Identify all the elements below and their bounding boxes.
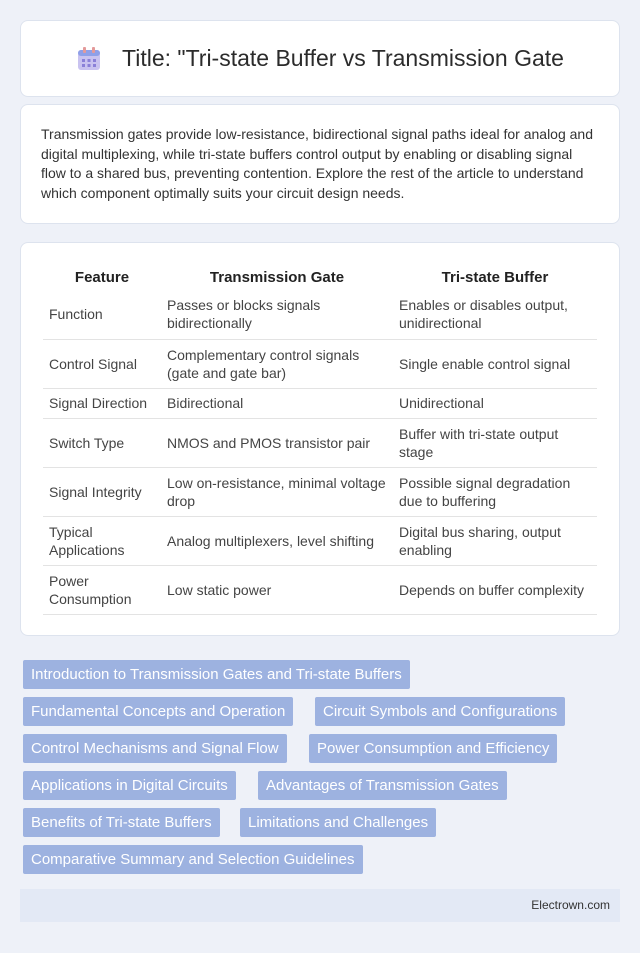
tag-fundamental-concepts[interactable]: Fundamental Concepts and Operation <box>23 697 293 726</box>
tag-comparative-summary[interactable]: Comparative Summary and Selection Guidelines <box>23 845 363 874</box>
table-row <box>43 516 597 565</box>
table-cell: NMOS and PMOS transistor pair <box>161 418 393 467</box>
table-cell: Possible signal degradation due to buffering <box>393 467 597 516</box>
table-cell: Low on-resistance, minimal voltage drop <box>161 467 393 516</box>
table-cell: Function <box>43 290 161 339</box>
table-cell: Switch Type <box>43 418 161 467</box>
table-cell: Enables or disables output, unidirectional <box>393 290 597 339</box>
tag-introduction[interactable]: Introduction to Transmission Gates and Tri-state Buffers <box>23 660 410 689</box>
table-cell: Single enable control signal <box>393 339 597 388</box>
table-row <box>43 290 597 339</box>
table-cell: Depends on buffer complexity <box>393 565 597 614</box>
intro-card <box>20 104 620 224</box>
tag-circuit-symbols[interactable]: Circuit Symbols and Configurations <box>315 697 565 726</box>
table-row <box>43 388 597 418</box>
footer-site-link[interactable]: Electrown.com <box>531 898 610 912</box>
comparison-table-card <box>20 242 620 636</box>
table-cell: Signal Integrity <box>43 467 161 516</box>
table-cell: Buffer with tri-state output stage <box>393 418 597 467</box>
comparison-table <box>43 263 597 615</box>
tag-benefits[interactable]: Benefits of Tri-state Buffers <box>23 808 220 837</box>
table-cell: Control Signal <box>43 339 161 388</box>
tag-power-consumption[interactable]: Power Consumption and Efficiency <box>309 734 557 763</box>
tag-limitations[interactable]: Limitations and Challenges <box>240 808 436 837</box>
table-cell: Analog multiplexers, level shifting <box>161 516 393 565</box>
intro-text: Transmission gates provide low-resistance, bidirectional signal paths ideal for analog and digital multiplexing, while tri-state buffers control output by enabling or disabling signal flow to a shared bus, preventing contention. Explore the rest of the article to understand which component optimally suits your circuit design needs. <box>41 126 594 201</box>
tag-applications[interactable]: Applications in Digital Circuits <box>23 771 236 800</box>
table-cell: Unidirectional <box>393 388 597 418</box>
page-title: Title: "Tri-state Buffer vs Transmission Gate <box>122 45 564 71</box>
calendar-icon <box>76 46 102 72</box>
table-cell: Typical Applications <box>43 516 161 565</box>
table-row <box>43 418 597 467</box>
header-feature: Feature <box>74 269 130 286</box>
table-row <box>43 339 597 388</box>
table-cell: Power Consumption <box>43 565 161 614</box>
header-tri-state-buffer: Tri-state Buffer <box>441 269 549 286</box>
table-cell: Passes or blocks signals bidirectionally <box>161 290 393 339</box>
table-row <box>43 565 597 614</box>
tag-advantages[interactable]: Advantages of Transmission Gates <box>258 771 507 800</box>
footer <box>20 889 620 922</box>
table-cell: Low static power <box>161 565 393 614</box>
table-cell: Complementary control signals (gate and gate bar) <box>161 339 393 388</box>
table-cell: Signal Direction <box>43 388 161 418</box>
table-cell: Bidirectional <box>161 388 393 418</box>
table-row <box>43 467 597 516</box>
tag-control-mechanisms[interactable]: Control Mechanisms and Signal Flow <box>23 734 287 763</box>
title-card <box>20 20 620 97</box>
header-transmission-gate: Transmission Gate <box>209 269 345 286</box>
table-cell: Digital bus sharing, output enabling <box>393 516 597 565</box>
table-header-row <box>43 263 597 290</box>
